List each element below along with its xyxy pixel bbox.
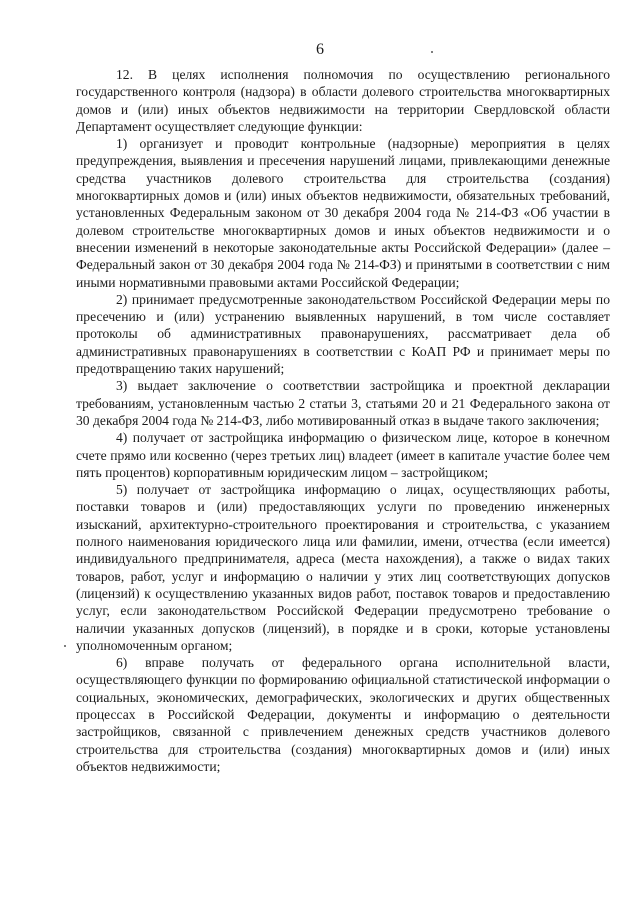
paragraph-12-intro: 12. В целях исполнения полномочия по осуществлению регионального государственного контроля (надзора) в области долевого строительства многоквартирных домов и (или) иных объектов недвижимости на территории Свердловской области Департамент осуществляет следующие функции: [76,67,610,134]
paragraph-item-5: 5) получает от застройщика информацию о лицах, осуществляющих работы, поставки товаров и (или) предоставляющих услуги по проведению инженерных изысканий, архитектурно-строительного проектирования и строительства, с указанием полного наименования юридического лица или фамилии, имени, отчества (если имеется) индивидуального предпринимателя, адреса (места нахождения), а также о видах таких товаров, работ, услуг и информацию о наличии у этих лиц соответствующих допусков (лицензий) к осуществлению указанных видов работ, поставок товаров и предоставлению услуг, если законодательством Российской Федерации предусмотрено требование о наличии указанных допусков (лицензий), в порядке и в сроки, которые установлены уполномоченным органом; [76,482,610,653]
scan-speck [64,645,66,647]
paragraph-item-3: 3) выдает заключение о соответствии застройщика и проектной декларации требованиям, установленным частью 2 статьи 3, статьями 20 и 21 Федерального закона от 30 декабря 2004 года № 214-ФЗ, либо мотивированный отказ в выдаче такого заключения; [76,378,610,428]
paragraph-item-2: 2) принимает предусмотренные законодательством Российской Федерации меры по пресечению и (или) устранению выявленных нарушений, в том числе составляет протоколы об административных правонарушениях, рассматривает дела об административных правонарушениях в соответствии с КоАП РФ и принимает меры по предотвращению таких нарушений; [76,291,610,377]
document-body [76,66,610,775]
paragraph-item-4: 4) получает от застройщика информацию о физическом лице, которое в конечном счете прямо или косвенно (через третьих лиц) владеет (имеет в капитале участие более чем пять процентов) корпоративным юридическим лицом – застройщиком; [76,430,610,480]
paragraph-item-6: 6) вправе получать от федерального органа исполнительной власти, осуществляющего функции по формированию официальной статистической информации о социальных, экономических, демографических, экологических и других общественных процессах в Российской Федерации, документы и информацию о деятельности застройщиков, связанной с привлечением денежных средств участников долевого строительства для строительства (создания) многоквартирных домов и (или) иных объектов недвижимости; [76,655,610,774]
paragraph-item-1: 1) организует и проводит контрольные (надзорные) мероприятия в целях предупреждения, выявления и пресечения нарушений лицами, привлекающими денежные средства участников долевого строительства для строительства (создания) многоквартирных домов и (или) иных объектов недвижимости, обязательных требований, установленных Федеральным законом от 30 декабря 2004 года № 214-ФЗ «Об участии в долевом строительстве многоквартирных домов и иных объектов недвижимости и о внесении изменений в некоторые законодательные акты Российской Федерации» (далее – Федеральный закон от 30 декабря 2004 года № 214-ФЗ) и принятыми в соответствии с ним иными нормативными правовыми актами Российской Федерации; [76,136,610,290]
scan-speck [431,51,433,53]
page-number: 6 [316,41,324,58]
